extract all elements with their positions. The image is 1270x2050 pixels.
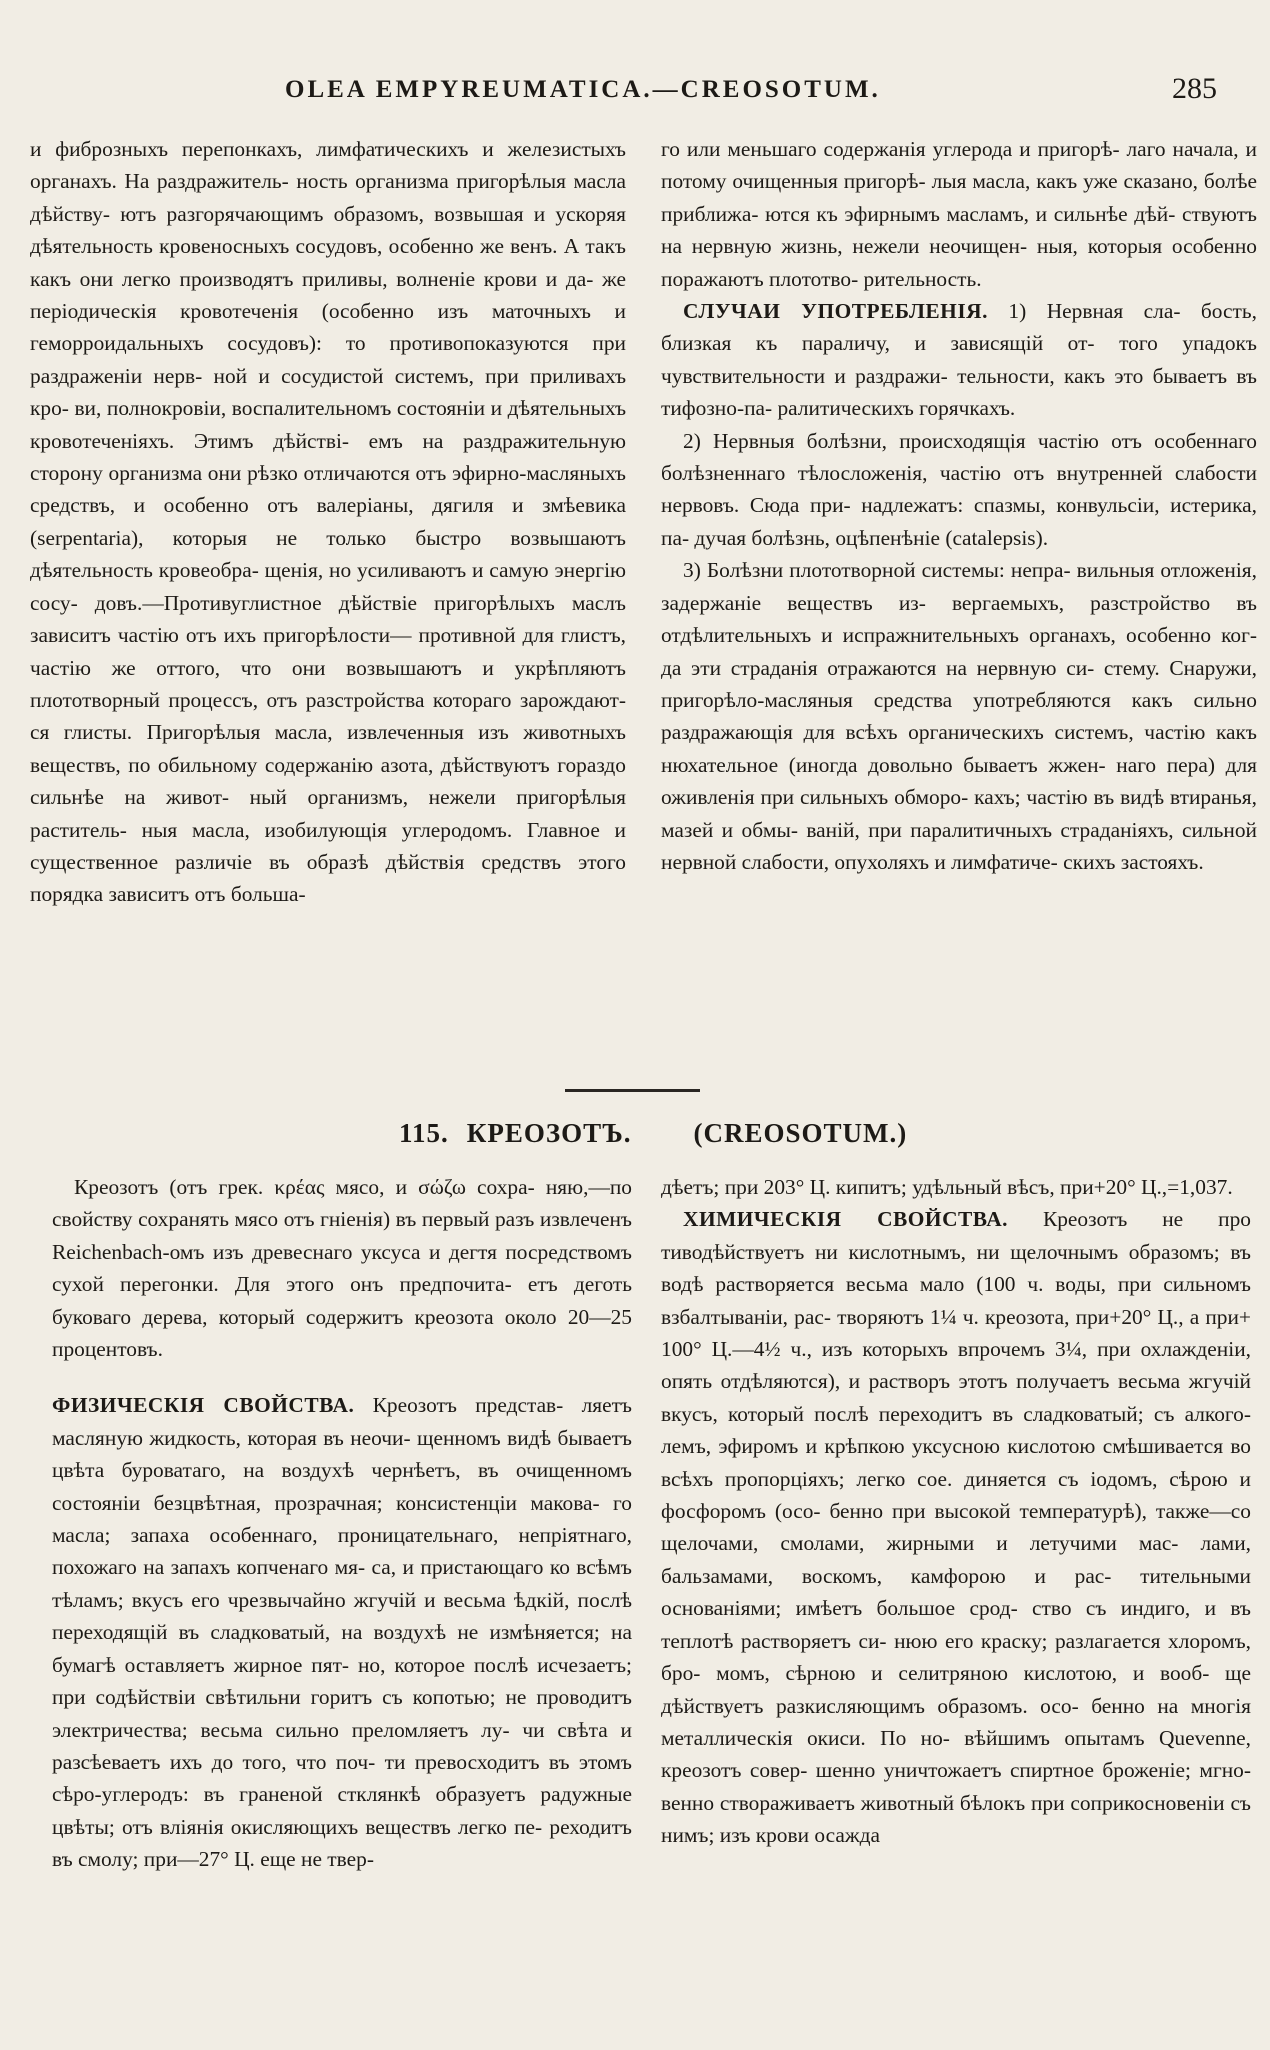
right-column-top <box>661 133 1257 878</box>
article-latin-name: (CREOSOTUM.) <box>693 1118 908 1148</box>
paragraph: 2) Нервныя болѣзни, происходящія частію отъ особеннаго болѣзненнаго тѣлосложенія, частію отъ внутренней слабости нервовъ. Сюда при- надлежатъ: спазмы, конвульсіи, истерика, па- дучая болѣзнь, оцѣпенѣніе (catalepsis). <box>661 428 1257 550</box>
paragraph: 3) Болѣзни плототворной системы: непра- вильныя отложенія, задержаніе веществъ из- вергаемыхъ, разстройство въ отдѣлительныхъ и испражнительныхъ органахъ, особенно ког- да эти страданія отражаются на нервную си- стему. Снаружи, пригорѣло-масляныя средства употребляются какъ сильно раздражающія для всѣхъ органическихъ системъ, частію какъ нюхательное (иногда довольно бываетъ жжен- наго пера) для оживленія при сильныхъ обморо- кахъ; частію въ видѣ втиранья, мазей и обмы- ваній, при паралитичныхъ страданіяхъ, сильной нервной слабости, опухоляхъ и лимфатиче- скихъ застояхъ. <box>661 558 1257 874</box>
paragraph: дѣетъ; при 203° Ц. кипитъ; удѣльный вѣсъ, при+20° Ц.,=1,037. <box>661 1175 1233 1199</box>
section-divider <box>565 1089 700 1092</box>
article-name: КРЕОЗОТЪ. <box>466 1118 632 1148</box>
paragraph-text: Креозотъ не про тиводѣйствуетъ ни кислотнымъ, ни щелочнымъ образомъ; въ водѣ растворяется весьма мало (100 ч. воды, при сильномъ взбалтываніи, рас- творяютъ 1¼ ч. креозота, при+20° Ц., а при+ 100° Ц.—4½ ч., изъ которыхъ впрочемъ 3¼, при охлажденіи, опять отдѣляются), и растворъ этотъ получаетъ весьма жгучій вкусъ, который послѣ переходитъ въ сладковатый; съ алкого- лемъ, эфиромъ и крѣпкою уксусною кислотою смѣшивается во всѣхъ пропорціяхъ; легко сое. диняется съ іодомъ, сѣрою и фосфоромъ (осо- бенно при высокой температурѣ), также—со щелочами, смолами, жирными и летучими мас- лами, бальзамами, воскомъ, камфорою и рас- тительными основаніями; имѣетъ большое срод- ство съ индиго, и въ теплотѣ растворяетъ си- нюю его краску; разлагается хлоромъ, бро- момъ, сѣрною и селитряною кислотою, и вооб- ще дѣйствуетъ разкисляющимъ образомъ. осо- бенно на многія металлическія окиси. По но- вѣйшимъ опытамъ Quevenne, креозотъ совер- шенно уничтожаетъ спиртное броженіе; мгно- венно створаживаетъ животный бѣлокъ при соприкосновеніи съ нимъ; изъ крови осажда <box>661 1207 1251 1848</box>
paragraph-text: 1) Нервная сла- бость, близкая къ параличу, и зависящій от- того упадокъ чувствительности и раздражи- тельности, какъ это бываетъ въ тифозно-па- ралитическихъ горячкахъ. <box>661 299 1257 421</box>
section-heading: СЛУЧАИ УПОТРЕБЛЕНІЯ. <box>683 299 988 324</box>
running-title: OLEA EMPYREUMATICA.—CREOSOTUM. <box>285 76 881 103</box>
paragraph <box>661 295 1257 425</box>
section-heading: ХИМИЧЕСКІЯ СВОЙСТВА. <box>683 1207 1008 1232</box>
left-column-top <box>30 133 626 911</box>
paragraph: Креозотъ (отъ грек. κρέας мясо, и σώζω сохра- няю,—по свойству сохранять мясо отъ гніенія) въ первый разъ извлеченъ Reichenbach-омъ изъ древеснаго уксуса и дегтя посредствомъ сухой перегонки. Для этого онъ предпочита- етъ деготь буковаго дерева, который содержитъ креозота около 20—25 процентовъ. <box>52 1175 632 1362</box>
article-number: 115. <box>399 1118 449 1148</box>
page-header <box>0 70 1270 110</box>
section-heading: ФИЗИЧЕСКІЯ СВОЙСТВА. <box>52 1393 355 1418</box>
page-number: 285 <box>1172 72 1217 105</box>
paragraph-text: Креозотъ представ- ляетъ масляную жидкость, которая въ неочи- щенномъ видѣ бываетъ цвѣта буроватаго, на воздухѣ чернѣетъ, въ очищенномъ состояніи безцвѣтная, прозрачная; консистенціи макова- го масла; запаха особеннаго, проницательнаго, непріятнаго, похожаго на запахъ копченаго мя- са, и пристающаго ко всѣмъ тѣламъ; вкусъ его чрезвычайно жгучій и весьма ѣдкій, послѣ переходящій въ сладковатый, на воздухѣ не измѣняется; на бумагѣ оставляетъ жирное пят- но, которое послѣ исчезаетъ; при содѣйствіи свѣтильни горитъ съ копотью; не проводитъ электричества; весьма сильно преломляетъ лу- чи свѣта и разсѣеваетъ ихъ до того, что поч- ти превосходитъ въ этомъ сѣро-углеродъ: въ граненой стклянкѣ образуетъ радужные цвѣты; отъ вліянія окисляющихъ веществъ легко пе- реходитъ въ смолу; при—27° Ц. еще не твер- <box>52 1393 632 1872</box>
right-column-bottom <box>661 1171 1251 1852</box>
paragraph <box>52 1389 632 1875</box>
paragraph <box>661 1203 1251 1851</box>
paragraph: го или меньшаго содержанія углерода и пригорѣ- лаго начала, и потому очищенныя пригорѣ- лыя масла, какъ уже сказано, болѣе приближа- ются къ эфирнымъ масламъ, и сильнѣе дѣй- ствуютъ на нервную жизнь, нежели неочищен- ныя, которыя особенно поражаютъ плототво- рительность. <box>661 137 1257 291</box>
article-title <box>399 1118 907 1149</box>
left-column-bottom <box>52 1171 632 1876</box>
paragraph: и фиброзныхъ перепонкахъ, лимфатическихъ и железистыхъ органахъ. На раздражитель- ность организма пригорѣлыя масла дѣйству- ютъ разгорячающимъ образомъ, возвышая и ускоряя дѣятельность кровеносныхъ сосудовъ, особенно же венъ. А такъ какъ они легко производятъ приливы, волненіе крови и да- же періодическія кровотеченія (особенно изъ маточныхъ и геморроидальныхъ сосудовъ): то противопоказуются при раздраженіи нерв- ной и сосудистой системъ, при приливахъ кро- ви, полнокровіи, воспалительномъ состояніи и дѣятельныхъ кровотеченіяхъ. Этимъ дѣйстві- емъ на раздражительную сторону организма они рѣзко отличаются отъ эфирно-масляныхъ средствъ, и особенно отъ валеріаны, дягиля и змѣевика (serpentaria), которыя не только быстро возвышаютъ дѣятельность кровеобра- щенія, но усиливаютъ и самую энергію сосу- довъ.—Противуглистное дѣйствіе пригорѣлыхъ маслъ зависитъ частію отъ ихъ пригорѣлости— противной для глистъ, частію же оттого, что они возвышаютъ и укрѣпляютъ плототворный процессъ, отъ разстройства котораго зарождают- ся глисты. Пригорѣлыя масла, извлеченныя изъ животныхъ веществъ, по обильному содержанію азота, дѣйствуютъ гораздо сильнѣе на живот- ный организмъ, нежели пригорѣлыя раститель- ныя масла, изобилующія углеродомъ. Главное и существенное различіе въ образѣ дѣйствія средствъ этого порядка зависитъ отъ большa- <box>30 137 626 907</box>
